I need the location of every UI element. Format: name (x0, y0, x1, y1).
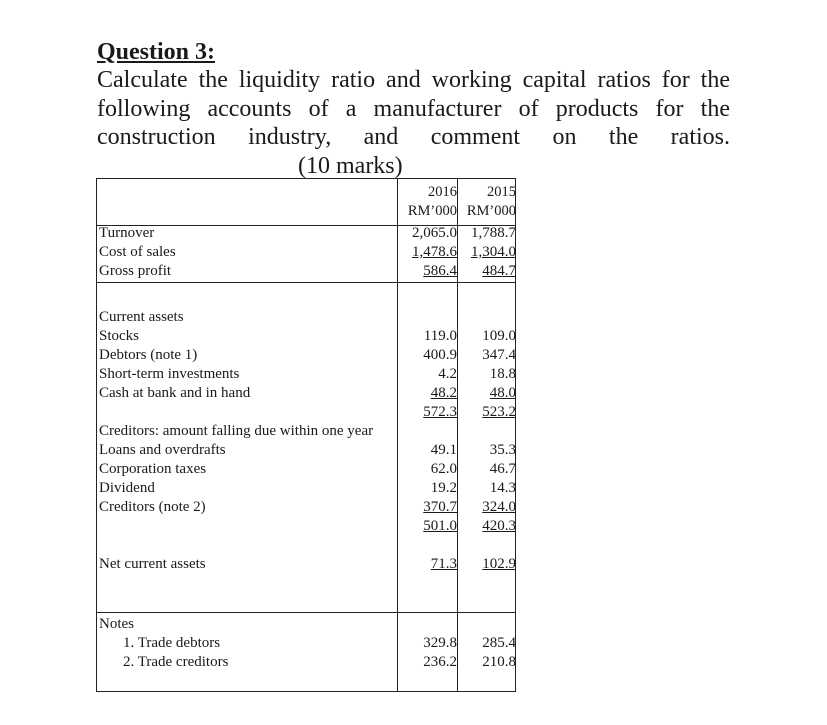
row-label-gross-profit: Gross profit (99, 263, 172, 279)
value-turnover-2016: 2,065.0 (412, 225, 457, 241)
value-short-term-investments-2015: 18.8 (489, 366, 516, 382)
value-net-current-assets-2015: 102.9 (482, 556, 516, 572)
row-label-dividend: Dividend (99, 480, 155, 496)
question-text: Calculate the liquidity ratio and working capital ratios for the following accounts of a manufacturer of products for the construction industry, and comment on the ratios. (97, 67, 730, 150)
value-trade-creditors-2016: 236.2 (423, 654, 457, 670)
row-label-creditors-note: Creditors (note 2) (99, 499, 206, 515)
value-dividend-2015: 14.3 (489, 480, 516, 496)
row-label-cost-of-sales: Cost of sales (99, 244, 176, 260)
value-gross-profit-2016: 586.4 (423, 263, 457, 279)
year-header-2016: 2016 (428, 184, 457, 200)
value-trade-creditors-2015: 210.8 (482, 654, 516, 670)
section-divider (97, 612, 515, 613)
value-creditors-total-2016: 501.0 (423, 518, 457, 534)
unit-header-2015: RM’000 (466, 203, 516, 219)
row-label-loans: Loans and overdrafts (99, 442, 226, 458)
row-label-debtors: Debtors (note 1) (99, 347, 198, 363)
row-label-corporation-taxes: Corporation taxes (99, 461, 207, 477)
year-header-2015: 2015 (487, 184, 516, 200)
row-label-net-current-assets: Net current assets (99, 556, 206, 572)
value-dividend-2016: 19.2 (430, 480, 457, 496)
value-corporation-taxes-2015: 46.7 (489, 461, 516, 477)
question-title: Question 3: (97, 39, 216, 65)
value-debtors-2016: 400.9 (423, 347, 457, 363)
value-stocks-2016: 119.0 (423, 328, 457, 344)
row-label-cash: Cash at bank and in hand (99, 385, 251, 401)
section-heading-current-assets: Current assets (99, 309, 184, 325)
value-short-term-investments-2016: 4.2 (438, 366, 457, 382)
value-creditors-note-2015: 324.0 (482, 499, 516, 515)
value-cost-of-sales-2016: 1,478.6 (412, 244, 457, 260)
value-corporation-taxes-2016: 62.0 (430, 461, 457, 477)
value-debtors-2015: 347.4 (482, 347, 516, 363)
value-loans-2016: 49.1 (430, 442, 457, 458)
accounts-table (96, 178, 516, 692)
value-stocks-2015: 109.0 (482, 328, 516, 344)
value-creditors-total-2015: 420.3 (482, 518, 516, 534)
value-cash-2015: 48.0 (489, 385, 516, 401)
value-trade-debtors-2016: 329.8 (423, 635, 457, 651)
unit-header-2016: RM’000 (407, 203, 457, 219)
value-cost-of-sales-2015: 1,304.0 (471, 244, 516, 260)
row-label-trade-creditors: 2. Trade creditors (123, 654, 229, 670)
row-label-stocks: Stocks (99, 328, 140, 344)
row-label-turnover: Turnover (99, 225, 155, 241)
value-current-assets-total-2016: 572.3 (423, 404, 457, 420)
value-gross-profit-2015: 484.7 (482, 263, 516, 279)
value-cash-2016: 48.2 (430, 385, 457, 401)
value-current-assets-total-2015: 523.2 (482, 404, 516, 420)
value-net-current-assets-2016: 71.3 (430, 556, 457, 572)
value-creditors-note-2016: 370.7 (423, 499, 457, 515)
value-trade-debtors-2015: 285.4 (482, 635, 516, 651)
section-divider (97, 282, 515, 283)
question-marks: (10 marks) (298, 153, 403, 179)
value-turnover-2015: 1,788.7 (471, 225, 516, 241)
row-label-short-term-investments: Short-term investments (99, 366, 240, 382)
section-heading-creditors: Creditors: amount falling due within one year (99, 423, 374, 439)
value-loans-2015: 35.3 (489, 442, 516, 458)
row-label-trade-debtors: 1. Trade debtors (123, 635, 221, 651)
section-heading-notes: Notes (99, 616, 134, 632)
